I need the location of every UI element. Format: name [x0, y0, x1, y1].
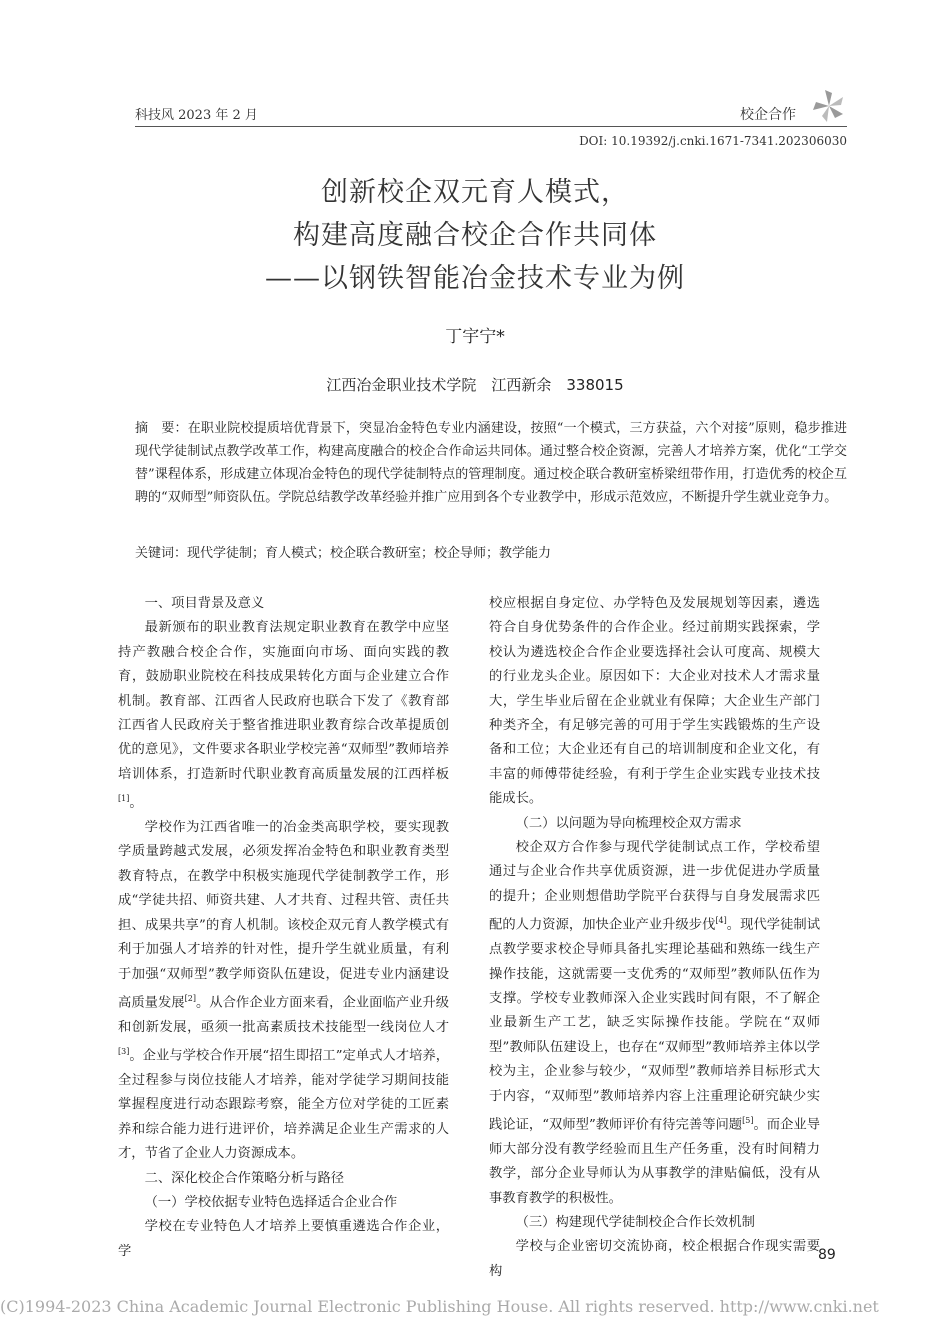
citation[interactable]: [4]	[715, 916, 727, 926]
citation[interactable]: [1]	[118, 794, 130, 804]
paragraph: 校应根据自身定位、办学特色及发展规划等因素，遴选符合自身优势条件的合作企业。经过前期实践探索，学校认为遴选校企合作企业要选择社会认可度高、规模大的行业龙头企业。原因如下：大企业对技术人才需求量大，学生毕业后留在企业就业有保障；大企业生产部门种类齐全，有足够完善的可用于学生实践锻炼的生产设备和工位；大企业还有自己的培训制度和企业文化，有丰富的师傅带徒经验，有利于学生企业实践专业技术技能成长。	[489, 596, 820, 807]
section-heading-2: 二、深化校企合作策略分析与路径	[144, 1170, 345, 1186]
header-rule	[135, 126, 847, 127]
paragraph: 最新颁布的职业教育法规定职业教育在教学中应坚持产教融合校企合作，实施面向市场、面向实践的教育，鼓励职业院校在科技成果转化方面与企业建立合作机制。教育部、江西省人民政府也联合下发了《教育部江西省人民政府关于整省推进职业教育综合改革提质创优的意见》，文件要求各职业学校完善“双师型”教师培养培训体系，打造新时代职业教育高质量发展的江西样板[1]。	[118, 620, 449, 811]
pinwheel-logo-icon	[808, 88, 850, 124]
right-column	[489, 592, 820, 1284]
affiliation: 江西冶金职业技术学院 江西新余 338015	[326, 376, 624, 394]
section-label: 校企合作	[740, 107, 796, 123]
article-subtitle: ——以钢铁智能冶金技术专业为例	[265, 263, 685, 294]
keywords: 关键词：现代学徒制；育人模式；校企联合教研室；校企导师；教学能力	[135, 546, 552, 561]
article-title-line1: 创新校企双元育人模式，	[321, 177, 629, 208]
subsection-heading-2-2: （二）以问题为导向梳理校企双方需求	[515, 815, 742, 831]
paragraph: 学校与企业密切交流协商，校企根据合作现实需要构	[489, 1239, 820, 1279]
doi: DOI: 10.19392/j.cnki.1671-7341.202306030	[579, 134, 847, 148]
left-column	[118, 592, 449, 1264]
citation[interactable]: [2]	[184, 993, 196, 1003]
citation[interactable]: [5]	[742, 1115, 754, 1125]
journal-issue: 科技风 2023 年 2 月	[135, 108, 258, 123]
subsection-heading-2-1: （一）学校依据专业特色选择适合企业合作	[144, 1195, 398, 1211]
copyright-footer: (C)1994-2023 China Academic Journal Electronic Publishing House. All rights reserved. http://www.cnki.net	[0, 1297, 879, 1316]
abstract: 摘 要：在职业院校提质培优背景下，突显冶金特色专业内涵建设，按照“一个模式，三方获益，六个对接”原则，稳步推进现代学徒制试点教学改革工作，构建高度融合的校企合作命运共同体。通过整合校企资源，完善人才培养方案，优化“工学交替”课程体系，形成建立体现冶金特色的现代学徒制特点的管理制度。通过校企联合教研室桥梁纽带作用，打造优秀的校企互聘的“双师型”师资队伍。学院总结教学改革经验并推广应用到各个专业教学中，形成示范效应，不断提升学生就业竞争力。	[135, 421, 847, 505]
paragraph: 学校在专业特色人才培养上要慎重遴选合作企业，学	[118, 1219, 449, 1259]
author-name: 丁宇宁*	[445, 327, 505, 347]
paragraph: 校企双方合作参与现代学徒制试点工作，学校希望通过与企业合作共享优质资源，进一步优促进办学质量的提升；企业则想借助学院平台获得与自身发展需求匹配的人力资源，加快企业产业升级步伐[4]。现代学徒制试点教学要求校企导师具备扎实理论基础和熟练一线生产操作技能，这就需要一支优秀的“双师型”教师队伍作为支撑。学校专业教师深入企业实践时间有限，不了解企业最新生产工艺，缺乏实际操作技能。学院在“双师型”教师队伍建设上，也存在“双师型”教师培养主体以学校为主，企业参与较少，“双师型”教师培养目标形式大于内容，“双师型”教师培养内容上注重理论研究缺少实践论证，“双师型”教师评价有待完善等问题[5]。而企业导师大部分没有教学经验而且生产任务重，没有时间精力教学，部分企业导师认为从事教学的津贴偏低，没有从事教育教学的积极性。	[489, 840, 821, 1206]
section-heading-1: 一、项目背景及意义	[144, 596, 265, 611]
page-number: 89	[818, 1247, 836, 1263]
article-title-line2: 构建高度融合校企合作共同体	[293, 220, 657, 251]
subsection-heading-2-3: （三）构建现代学徒制校企合作长效机制	[515, 1215, 755, 1230]
paragraph: 学校作为江西省唯一的冶金类高职学校，要实现教学质量跨越式发展，必须发挥冶金特色和职业教育类型教育特点，在教学中积极实施现代学徒制教学工作，形成“学徒共招、师资共建、人才共育、过程共管、责任共担、成果共享”的育人机制。该校企双元育人教学模式有利于加强人才培养的针对性，提升学生就业质量，有利于加强“双师型”教学师资队伍建设，促进专业内涵建设高质量发展[2]。从合作企业方面来看，企业面临产业升级和创新发展，亟须一批高素质技术技能型一线岗位人才[3]。企业与学校合作开展“招生即招工”定单式人才培养，全过程参与岗位技能人才培养，能对学徒学习期间技能掌握程度进行动态跟踪考察，能全方位对学徒的工匠素养和综合能力进行进评价，培养满足企业生产需求的人才，节省了企业人力资源成本。	[118, 820, 450, 1162]
citation[interactable]: [3]	[118, 1047, 130, 1057]
